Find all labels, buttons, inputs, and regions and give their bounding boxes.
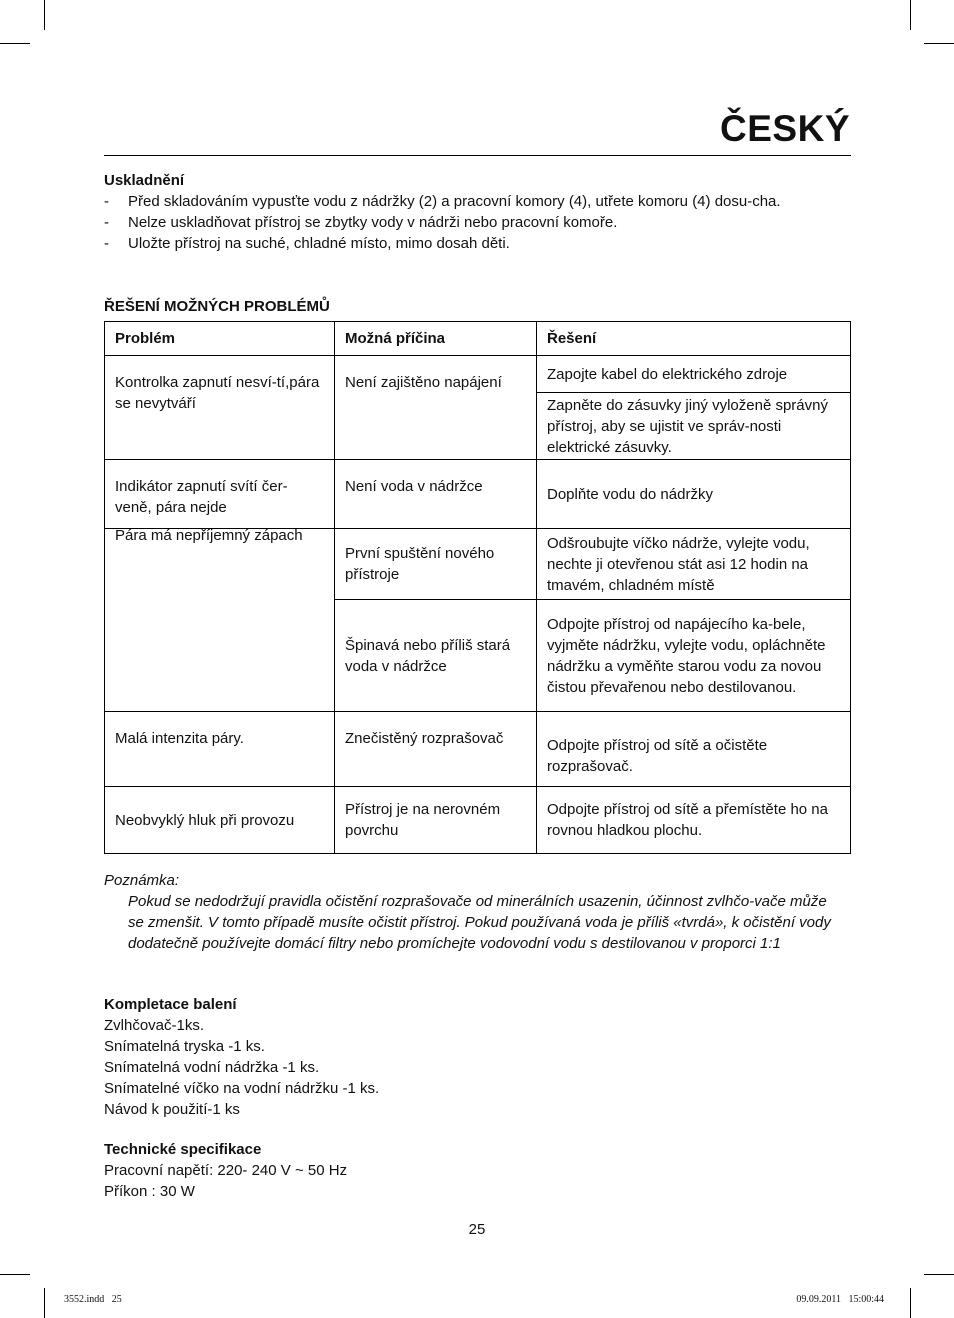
- cause-cell: Není voda v nádržce: [335, 460, 537, 529]
- crop-mark: [44, 0, 45, 30]
- list-item: - Uložte přístroj na suché, chladné místo, mimo dosah děti.: [104, 235, 510, 252]
- problem-cell: Kontrolka zapnutí nesví-tí,pára se nevytváří: [105, 356, 335, 460]
- table-row: [105, 712, 851, 787]
- crop-mark: [910, 0, 911, 30]
- cause-cell: Špinavá nebo příliš stará voda v nádržce: [335, 600, 537, 712]
- storage-section: [104, 170, 839, 254]
- troubleshooting-heading: ŘEŠENÍ MOŽNÝCH PROBLÉMŮ: [104, 298, 330, 315]
- solution-cell: Doplňte vodu do nádržky: [537, 460, 851, 529]
- list-item: Zvlhčovač-1ks.: [104, 1017, 205, 1034]
- crop-mark: [0, 1274, 30, 1275]
- table-row: [105, 356, 851, 393]
- table-row: [105, 460, 851, 529]
- solution-cell: Odpojte přístroj od napájecího ka-bele, vyjměte nádržku, vylejte vodu, opláchněte nádržku a vyměňte starou vodu za novou čistou převařenou nebo destilovanou.: [537, 600, 851, 712]
- problem-cell: Malá intenzita páry.: [105, 712, 335, 787]
- package-heading: Kompletace balení: [104, 996, 237, 1013]
- solution-cell: Zapněte do zásuvky jiný vyloženě správný přístroj, aby se ujistit ve správ-nosti elektrické zásuvky.: [537, 393, 851, 460]
- table-header-row: [105, 322, 851, 356]
- specs-section: [104, 1139, 839, 1202]
- list-item: Příkon : 30 W: [104, 1183, 195, 1200]
- list-item: - Před skladováním vypusťte vodu z nádržky (2) a pracovní komory (4), utřete komoru (4) dosu-cha.: [104, 193, 781, 210]
- list-item: Snímatelná tryska -1 ks.: [104, 1038, 265, 1055]
- column-header: Možná příčina: [335, 322, 537, 356]
- package-section: [104, 994, 839, 1120]
- column-header: Řešení: [537, 322, 851, 356]
- cause-cell: Není zajištěno napájení: [335, 356, 537, 460]
- page-number: 25: [468, 1221, 486, 1238]
- problem-cell: Indikátor zapnutí svítí čer-veně, pára nejde: [105, 460, 335, 529]
- list-item: Snímatelné víčko na vodní nádržku -1 ks.: [104, 1080, 380, 1097]
- problem-text: Pára má nepříjemný zápach: [115, 527, 303, 544]
- table-row: [105, 529, 851, 600]
- list-item: Pracovní napětí: 220- 240 V ~ 50 Hz: [104, 1162, 348, 1179]
- crop-mark: [924, 1274, 954, 1275]
- problem-cell: Neobvyklý hluk při provozu: [105, 787, 335, 854]
- list-item: - Nelze uskladňovat přístroj se zbytky vody v nádrži nebo pracovní komoře.: [104, 214, 618, 231]
- page-title: ČESKÝ: [720, 108, 850, 149]
- note-text: Pokud se nedodržují pravidla očistění rozprašovače od minerálních usazenin, účinnost zvlhčo-vače může se zmenšit. V tomto případě musíte očistit přístroj. Pokud používaná voda je příliš «tvrdá», k očistění vody dodatečně používejte domácí filtry nebo promíchejte vodovodní vodu s destilovanou v proporci 1:1: [128, 893, 831, 952]
- note-label: Poznámka:: [104, 872, 180, 889]
- problem-cell: [105, 529, 335, 712]
- storage-heading: Uskladnění: [104, 172, 185, 189]
- solution-cell: Odšroubujte víčko nádrže, vylejte vodu, nechte ji otevřenou stát asi 12 hodin na tmavém, chladném místě: [537, 529, 851, 600]
- storage-list: [104, 191, 839, 254]
- crop-mark: [44, 1288, 45, 1318]
- note-section: [104, 870, 839, 954]
- crop-mark: [910, 1288, 911, 1318]
- cause-cell: Přístroj je na nerovném povrchu: [335, 787, 537, 854]
- crop-mark: [924, 43, 954, 44]
- specs-heading: Technické specifikace: [104, 1141, 262, 1158]
- cause-cell: Znečistěný rozprašovač: [335, 712, 537, 787]
- crop-mark: [0, 43, 30, 44]
- cause-cell: První spuštění nového přístroje: [335, 529, 537, 600]
- column-header: Problém: [105, 322, 335, 356]
- table-row: [105, 787, 851, 854]
- timestamp-slug: 09.09.2011 15:00:44: [796, 1294, 884, 1305]
- list-item: Snímatelná vodní nádržka -1 ks.: [104, 1059, 320, 1076]
- list-item: Návod k použití-1 ks: [104, 1101, 240, 1118]
- solution-cell: Zapojte kabel do elektrického zdroje: [537, 356, 851, 393]
- troubleshooting-table: [104, 321, 851, 854]
- title-rule: [104, 155, 851, 156]
- file-slug: 3552.indd 25: [64, 1294, 122, 1305]
- solution-cell: Odpojte přístroj od sítě a očistěte rozprašovač.: [537, 712, 851, 787]
- solution-cell: Odpojte přístroj od sítě a přemístěte ho na rovnou hladkou plochu.: [537, 787, 851, 854]
